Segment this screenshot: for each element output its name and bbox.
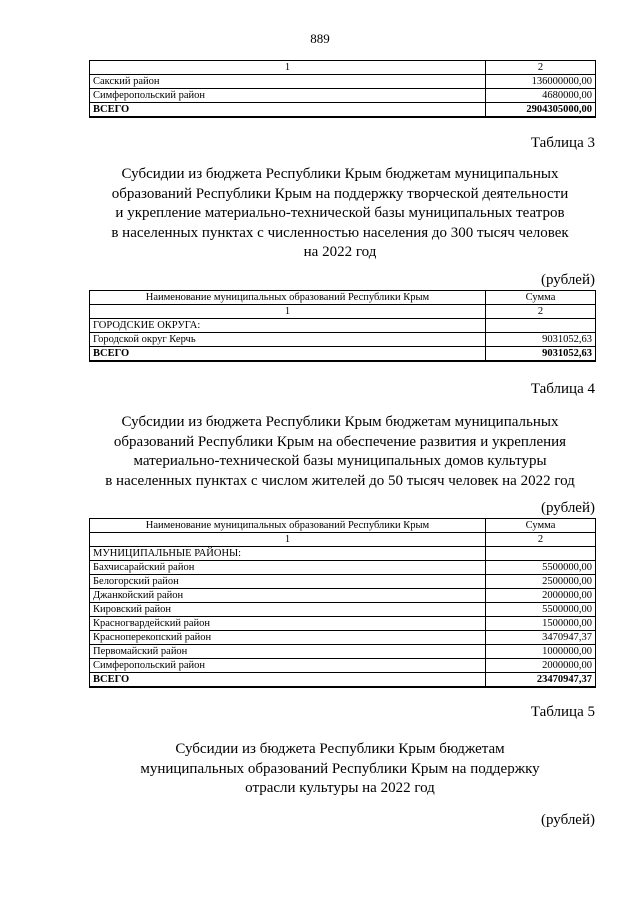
section-label: МУНИЦИПАЛЬНЫЕ РАЙОНЫ:	[90, 547, 486, 561]
subsidy-amount: 2500000,00	[486, 575, 596, 589]
table-row	[90, 333, 596, 347]
table3	[89, 290, 596, 362]
title-line: Субсидии из бюджета Республики Крым бюджетам муниципальных	[121, 414, 559, 430]
subsidy-amount: 2000000,00	[486, 659, 596, 673]
title-line: на 2022 год	[303, 244, 377, 260]
subsidy-amount: 2000000,00	[486, 589, 596, 603]
title-line: образований Республики Крым на обеспечение развития и укрепления	[113, 433, 567, 450]
empty-cell	[486, 319, 596, 333]
table-row	[90, 603, 596, 617]
column-number-1: 1	[90, 61, 486, 75]
municipality-name: Кировский район	[90, 603, 486, 617]
subsidy-amount: 5500000,00	[486, 603, 596, 617]
municipality-name: Сакский район	[90, 75, 486, 89]
total-row	[90, 673, 596, 688]
title-line: муниципальных образований Республики Крым на поддержку	[140, 760, 540, 777]
empty-cell	[486, 547, 596, 561]
subsidy-amount: 1000000,00	[486, 645, 596, 659]
table4-label: Таблица 4	[530, 381, 595, 397]
title-line: отрасли культуры на 2022 год	[245, 780, 435, 796]
municipality-name: Красноперекопский район	[90, 631, 486, 645]
subsidy-amount: 3470947,37	[486, 631, 596, 645]
column-number-2: 2	[486, 533, 596, 547]
column-header-sum: Сумма	[486, 291, 596, 305]
table5-title	[80, 740, 600, 799]
title-line: образований Республики Крым на поддержку творческой деятельности	[111, 185, 569, 202]
table-row	[90, 589, 596, 603]
municipality-name: Симферопольский район	[90, 89, 486, 103]
total-amount: 2904305000,00	[486, 103, 596, 118]
table-row	[90, 617, 596, 631]
page-number: 889	[310, 31, 330, 46]
column-number-1: 1	[90, 305, 486, 319]
table-row	[90, 575, 596, 589]
total-amount: 23470947,37	[486, 673, 596, 688]
title-line: материально-технической базы муниципальных домов культуры	[133, 453, 547, 469]
title-line: и укрепление материально-технической базы муниципальных театров	[115, 205, 565, 221]
total-label: ВСЕГО	[90, 103, 486, 118]
table4-title	[80, 413, 600, 491]
column-number-row	[90, 533, 596, 547]
subsidy-amount: 4680000,00	[486, 89, 596, 103]
table3-unit: (рублей)	[540, 272, 595, 288]
table4	[89, 518, 596, 688]
title-line: Субсидии из бюджета Республики Крым бюджетам муниципальных	[121, 166, 559, 182]
section-label: ГОРОДСКИЕ ОКРУГА:	[90, 319, 486, 333]
table-row	[90, 659, 596, 673]
municipality-name: Белогорский район	[90, 575, 486, 589]
column-header-sum: Сумма	[486, 519, 596, 533]
table-row	[90, 89, 596, 103]
municipality-name: Первомайский район	[90, 645, 486, 659]
municipality-name: Городской округ Керчь	[90, 333, 486, 347]
table2-continued	[89, 60, 596, 118]
total-row	[90, 347, 596, 362]
title-line: в населенных пунктах с числом жителей до 50 тысяч человек на 2022 год	[105, 472, 575, 489]
subsidy-amount: 136000000,00	[486, 75, 596, 89]
table3-label: Таблица 3	[530, 135, 595, 151]
municipality-name: Джанкойский район	[90, 589, 486, 603]
total-label: ВСЕГО	[90, 347, 486, 362]
subsidy-amount: 9031052,63	[486, 333, 596, 347]
column-number-row	[90, 305, 596, 319]
total-row	[90, 103, 596, 118]
header-row	[90, 519, 596, 533]
title-line: Субсидии из бюджета Республики Крым бюджетам	[175, 741, 505, 757]
table5-label: Таблица 5	[530, 704, 595, 720]
column-number-1: 1	[90, 533, 486, 547]
table5-unit: (рублей)	[540, 812, 595, 828]
column-number-2: 2	[486, 305, 596, 319]
subsidy-amount: 5500000,00	[486, 561, 596, 575]
municipality-name: Бахчисарайский район	[90, 561, 486, 575]
column-number-2: 2	[486, 61, 596, 75]
subsidy-amount: 1500000,00	[486, 617, 596, 631]
table-row	[90, 561, 596, 575]
table3-title	[80, 165, 600, 263]
column-header-name: Наименование муниципальных образований Республики Крым	[90, 519, 486, 533]
total-amount: 9031052,63	[486, 347, 596, 362]
municipality-name: Симферопольский район	[90, 659, 486, 673]
table-row	[90, 75, 596, 89]
title-line: в населенных пунктах с численностью населения до 300 тысяч человек	[111, 224, 569, 241]
table-row	[90, 631, 596, 645]
section-row	[90, 547, 596, 561]
column-header-name: Наименование муниципальных образований Республики Крым	[90, 291, 486, 305]
total-label: ВСЕГО	[90, 673, 486, 688]
header-row	[90, 291, 596, 305]
column-number-row	[90, 61, 596, 75]
table-row	[90, 645, 596, 659]
table4-unit: (рублей)	[540, 500, 595, 516]
municipality-name: Красногвардейский район	[90, 617, 486, 631]
section-row	[90, 319, 596, 333]
